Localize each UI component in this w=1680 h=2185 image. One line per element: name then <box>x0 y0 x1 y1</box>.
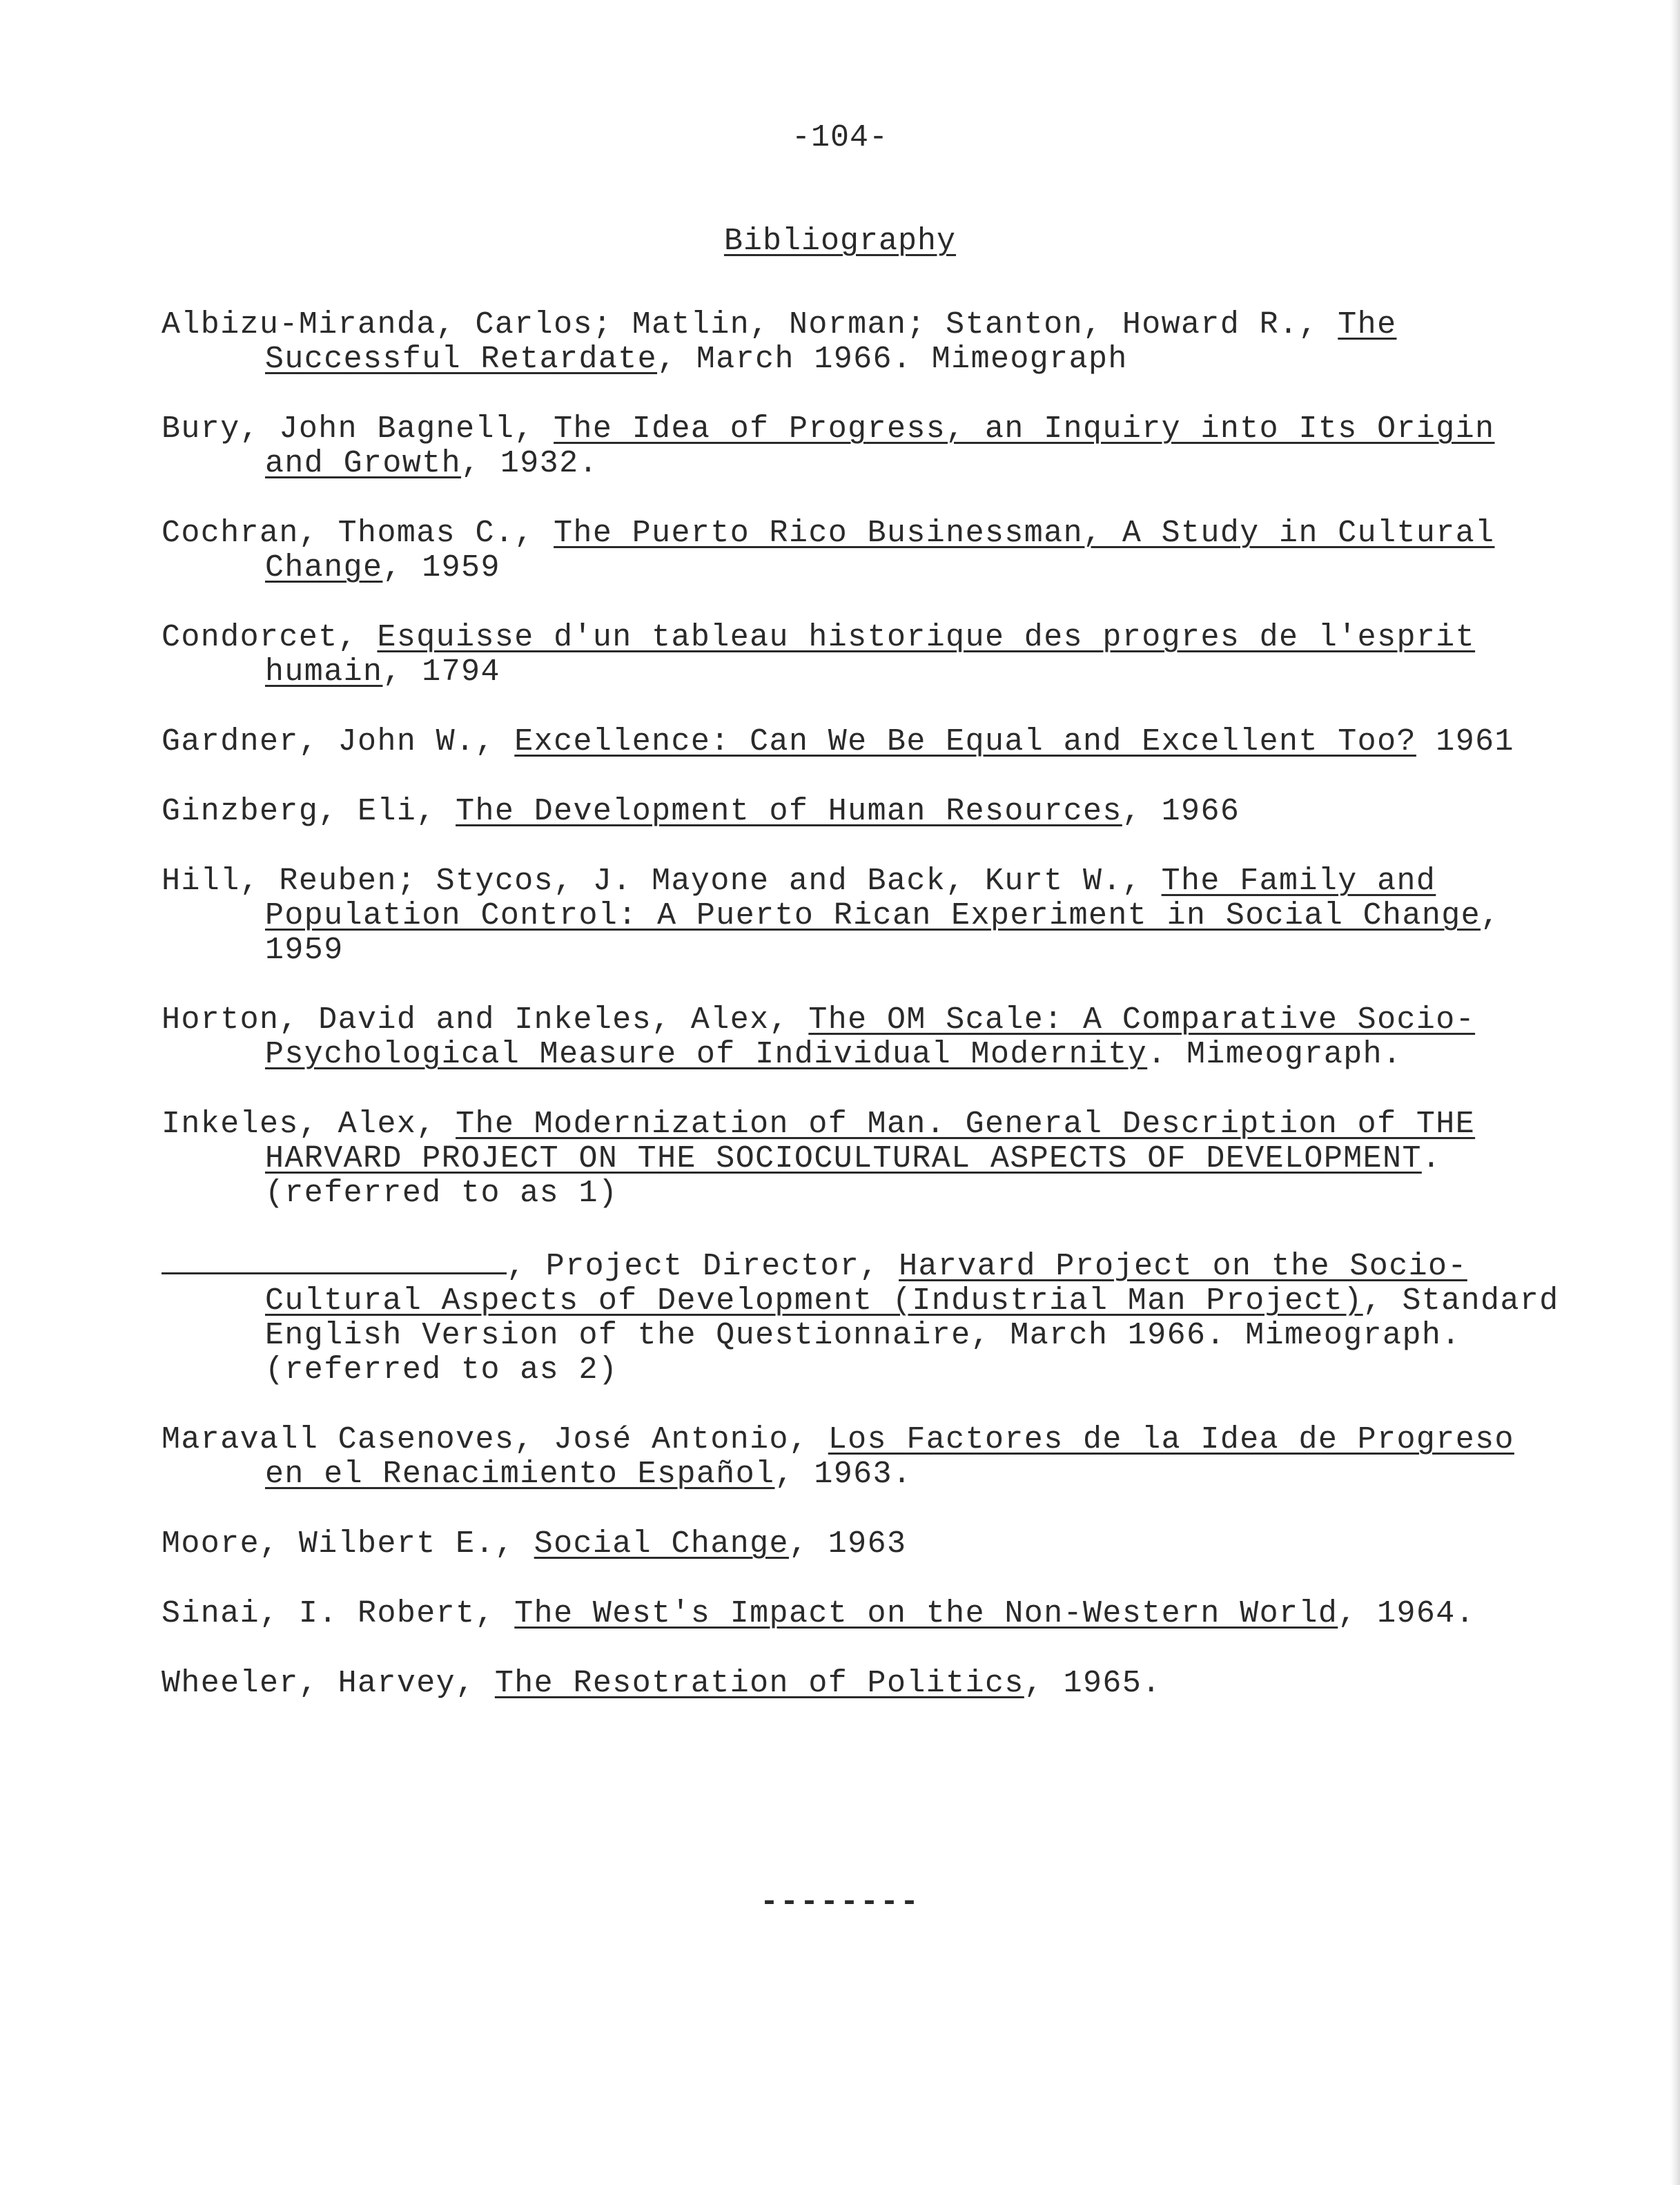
entry-details: , 1794 <box>382 654 500 690</box>
entry-author: Ginzberg, Eli, <box>162 794 456 829</box>
bibliography-entry <box>162 725 1570 759</box>
bibliography-entry <box>162 1597 1570 1631</box>
bibliography-entry <box>162 864 1570 968</box>
page-heading <box>0 224 1680 259</box>
entry-author: Horton, David and Inkeles, Alex, <box>162 1002 809 1038</box>
entry-title: The Modernization of Man. General Description of THE HARVARD PROJECT ON THE SOCIOCULTURAL ASPECTS OF DEVELOPMENT <box>265 1107 1476 1176</box>
entry-details: , 1963 <box>788 1526 907 1562</box>
entry-details: , Standard English Version of the Questionnaire, March 1966. Mimeograph. (referred to as 2) <box>265 1283 1559 1388</box>
bibliography-entry <box>162 795 1570 829</box>
entry-author: Cochran, Thomas C., <box>162 516 554 551</box>
bibliography-entry <box>162 516 1570 585</box>
entry-title: Los Factores de la Idea de Progreso en el Renacimiento Español <box>265 1422 1514 1492</box>
entry-author: , Project Director, <box>507 1249 899 1284</box>
entry-author: Hill, Reuben; Stycos, J. Mayone and Back, Kurt W., <box>162 864 1162 899</box>
heading-text: Bibliography <box>723 224 957 259</box>
entry-title: The Development of Human Resources <box>456 794 1122 829</box>
entry-details: , 1959 <box>382 550 500 585</box>
entry-author: Gardner, John W., <box>162 724 515 759</box>
bibliography-entry <box>162 621 1570 690</box>
bibliography-list <box>162 308 1570 1701</box>
entry-author: Inkeles, Alex, <box>162 1107 456 1142</box>
page-number: -104- <box>791 120 889 155</box>
bibliography-entry <box>162 1527 1570 1562</box>
bibliography-entry <box>162 1246 1570 1388</box>
entry-title: The Family and Population Control: A Puerto Rican Experiment in Social Change <box>265 864 1481 933</box>
entry-details: , 1959 <box>265 898 1501 968</box>
entry-title: Social Change <box>534 1526 789 1562</box>
entry-author: Albizu-Miranda, Carlos; Matlin, Norman; Stanton, Howard R., <box>162 307 1338 342</box>
entry-details: , 1932. <box>461 446 598 481</box>
entry-details: , March 1966. Mimeograph <box>657 342 1128 377</box>
bibliography-entry <box>162 1003 1570 1072</box>
bibliography-entry <box>162 1423 1570 1492</box>
entry-title: Esquisse d'un tableau historique des progres de l'esprit humain <box>265 620 1476 690</box>
entry-author: Moore, Wilbert E., <box>162 1526 534 1562</box>
entry-title: Harvard Project on the Socio-Cultural Aspects of Development (Industrial Man Project) <box>265 1249 1467 1319</box>
bibliography-entry <box>162 308 1570 377</box>
entry-author: Maravall Casenoves, José Antonio, <box>162 1422 828 1457</box>
entry-details: , 1964. <box>1338 1596 1476 1631</box>
entry-author: Bury, John Bagnell, <box>162 411 554 447</box>
entry-details: , 1966 <box>1122 794 1240 829</box>
entry-details: 1961 <box>1416 724 1514 759</box>
bibliography-entry <box>162 412 1570 481</box>
entry-title: Excellence: Can We Be Equal and Excellent Too? <box>514 724 1416 759</box>
bibliography-entry <box>162 1667 1570 1701</box>
entry-title: The OM Scale: A Comparative Socio-Psychological Measure of Individual Modernity <box>265 1002 1476 1072</box>
repeated-author-rule <box>162 1246 507 1274</box>
entry-author: Condorcet, <box>162 620 378 655</box>
entry-details: . (referred to as 1) <box>265 1141 1442 1211</box>
entry-title: The Resotration of Politics <box>494 1666 1024 1701</box>
entry-author: Sinai, I. Robert, <box>162 1596 515 1631</box>
entry-author: Wheeler, Harvey, <box>162 1666 495 1701</box>
entry-title: The West's Impact on the Non-Western World <box>514 1596 1338 1631</box>
entry-details: , 1963. <box>774 1457 912 1492</box>
entry-details: , 1965. <box>1024 1666 1162 1701</box>
bibliography-entry <box>162 1107 1570 1211</box>
entry-title: The Puerto Rico Businessman, A Study in Cultural Change <box>265 516 1495 585</box>
entry-title: The Idea of Progress, an Inquiry into Its Origin and Growth <box>265 411 1495 481</box>
entry-details: . Mimeograph. <box>1147 1037 1403 1072</box>
entry-title: The Successful Retardate <box>265 307 1397 377</box>
page-edge-shadow <box>1670 0 1680 2185</box>
end-of-section-rule: -------- <box>759 1885 921 1920</box>
